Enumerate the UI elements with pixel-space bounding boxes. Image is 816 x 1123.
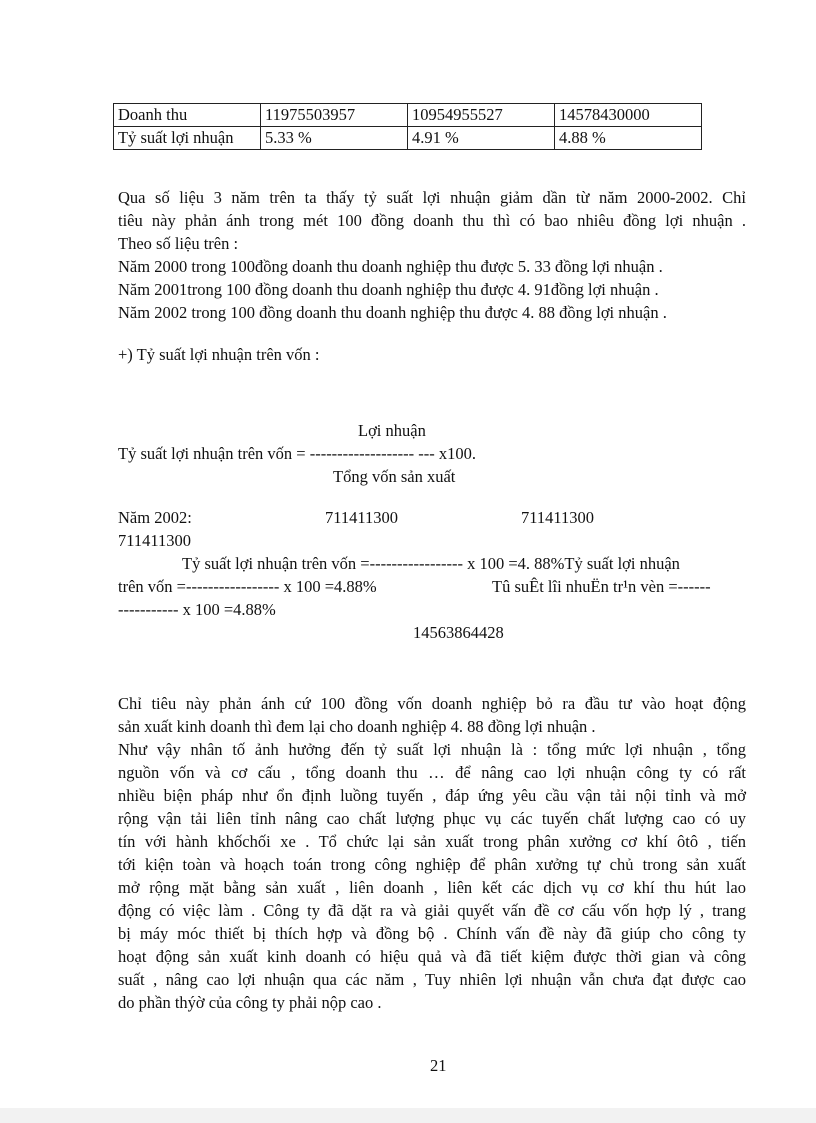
text-line: bị máy móc thiết bị thích hợp và đồng bộ . Chính vấn đề này đã giúp cho công ty (118, 924, 746, 943)
text-line: Qua số liệu 3 năm trên ta thấy tỷ suất lợi nhuận giảm dần từ năm 2000-2002. Chỉ (118, 188, 746, 207)
table-cell: 14578430000 (555, 104, 702, 127)
text-line: Năm 2001trong 100 đồng doanh thu doanh nghiệp thu được 4. 91đồng lợi nhuận . (118, 280, 659, 299)
text-line: Theo số liệu trên : (118, 234, 239, 253)
text-line: rộng vận tải liên tỉnh nâng cao chất lượng phục vụ các tuyến chất lượng cao có uy (118, 809, 746, 828)
example-line: trên vốn =----------------- x 100 =4.88% (118, 577, 377, 596)
example-line: Tû suÊt lîi nhuËn tr¹n vèn =------ (492, 577, 711, 596)
table-cell: Doanh thu (114, 104, 261, 127)
example-line: ----------- x 100 =4.88% (118, 600, 276, 619)
text-line: do phần thýờ của công ty phải nộp cao . (118, 993, 382, 1012)
example-year: Năm 2002: (118, 508, 192, 527)
example-value: 711411300 (325, 508, 399, 527)
text-line: Chỉ tiêu này phản ánh cứ 100 đồng vốn doanh nghiệp bỏ ra đầu tư vào hoạt động (118, 694, 746, 713)
table-cell: 5.33 % (261, 127, 408, 150)
table-cell: 4.91 % (408, 127, 555, 150)
example-line: Tỷ suất lợi nhuận trên vốn =----------------- x 100 =4. 88%Tỷ suất lợi nhuận (182, 554, 680, 573)
table-row (114, 127, 702, 150)
text-line: Năm 2002 trong 100 đồng doanh thu doanh nghiệp thu được 4. 88 đồng lợi nhuận . (118, 303, 667, 322)
text-line: Năm 2000 trong 100đồng doanh thu doanh nghiệp thu được 5. 33 đồng lợi nhuận . (118, 257, 663, 276)
example-value: 711411300 (118, 531, 192, 550)
text-line: tới kiện toàn và hoạch toán trong công nghiệp để phân xưởng tự chủ trong sản xuất (118, 855, 746, 874)
text-line: nhiều biện pháp như ổn định luồng tuyến , đáp ứng yêu cầu vận tải nội tỉnh và mở (118, 786, 746, 805)
table-cell: 4.88 % (555, 127, 702, 150)
intro-paragraph (118, 186, 746, 324)
formula-numerator: Lợi nhuận (358, 421, 426, 440)
table-cell: 11975503957 (261, 104, 408, 127)
conclusion-paragraph (118, 692, 746, 1014)
text-line: sản xuất kinh doanh thì đem lại cho doanh nghiệp 4. 88 đồng lợi nhuận . (118, 717, 596, 736)
text-line: Như vậy nhân tố ảnh hưởng đến tỷ suất lợi nhuận là : tổng mức lợi nhuận , tổng (118, 740, 746, 759)
text-line: mở rộng mặt bằng sản xuất , liên doanh , liên kết các dịch vụ cơ khí thu hút lao (118, 878, 746, 897)
section-heading: +) Tỷ suất lợi nhuận trên vốn : (118, 345, 320, 364)
table-cell: 10954955527 (408, 104, 555, 127)
page-number: 21 (430, 1056, 447, 1075)
text-line: tín với hành khốchối xe . Tổ chức lại sản xuất trong phân xưởng cơ khí ôtô , tiến (118, 832, 746, 851)
text-line: động có việc làm . Công ty đã dặt ra và giải quyết vấn đề cơ cấu vốn hợp lý , trang (118, 901, 746, 920)
example-denominator: 14563864428 (413, 623, 504, 642)
formula-denominator: Tổng vốn sản xuất (333, 467, 456, 486)
text-line: hoạt động sản xuất kinh doanh có hiệu quả và đã tiết kiệm được thời gian và công (118, 947, 746, 966)
text-line: nguồn vốn và cơ cấu , tổng doanh thu … để nâng cao lợi nhuận công ty có rất (118, 763, 746, 782)
example-value: 711411300 (521, 508, 595, 527)
text-line: tiêu này phản ánh trong mét 100 đồng doanh thu thì có bao nhiêu đồng lợi nhuận . (118, 211, 746, 230)
table-row (114, 104, 702, 127)
formula-expression: Tỷ suất lợi nhuận trên vốn = ------------------- --- x100. (118, 444, 476, 463)
revenue-profit-table (113, 103, 702, 150)
text-line: suất , nâng cao lợi nhuận qua các năm , Tuy nhiên lợi nhuận vẫn chưa đạt được cao (118, 970, 746, 989)
page-bottom-edge (0, 1108, 816, 1123)
table-cell: Tỷ suất lợi nhuận (114, 127, 261, 150)
